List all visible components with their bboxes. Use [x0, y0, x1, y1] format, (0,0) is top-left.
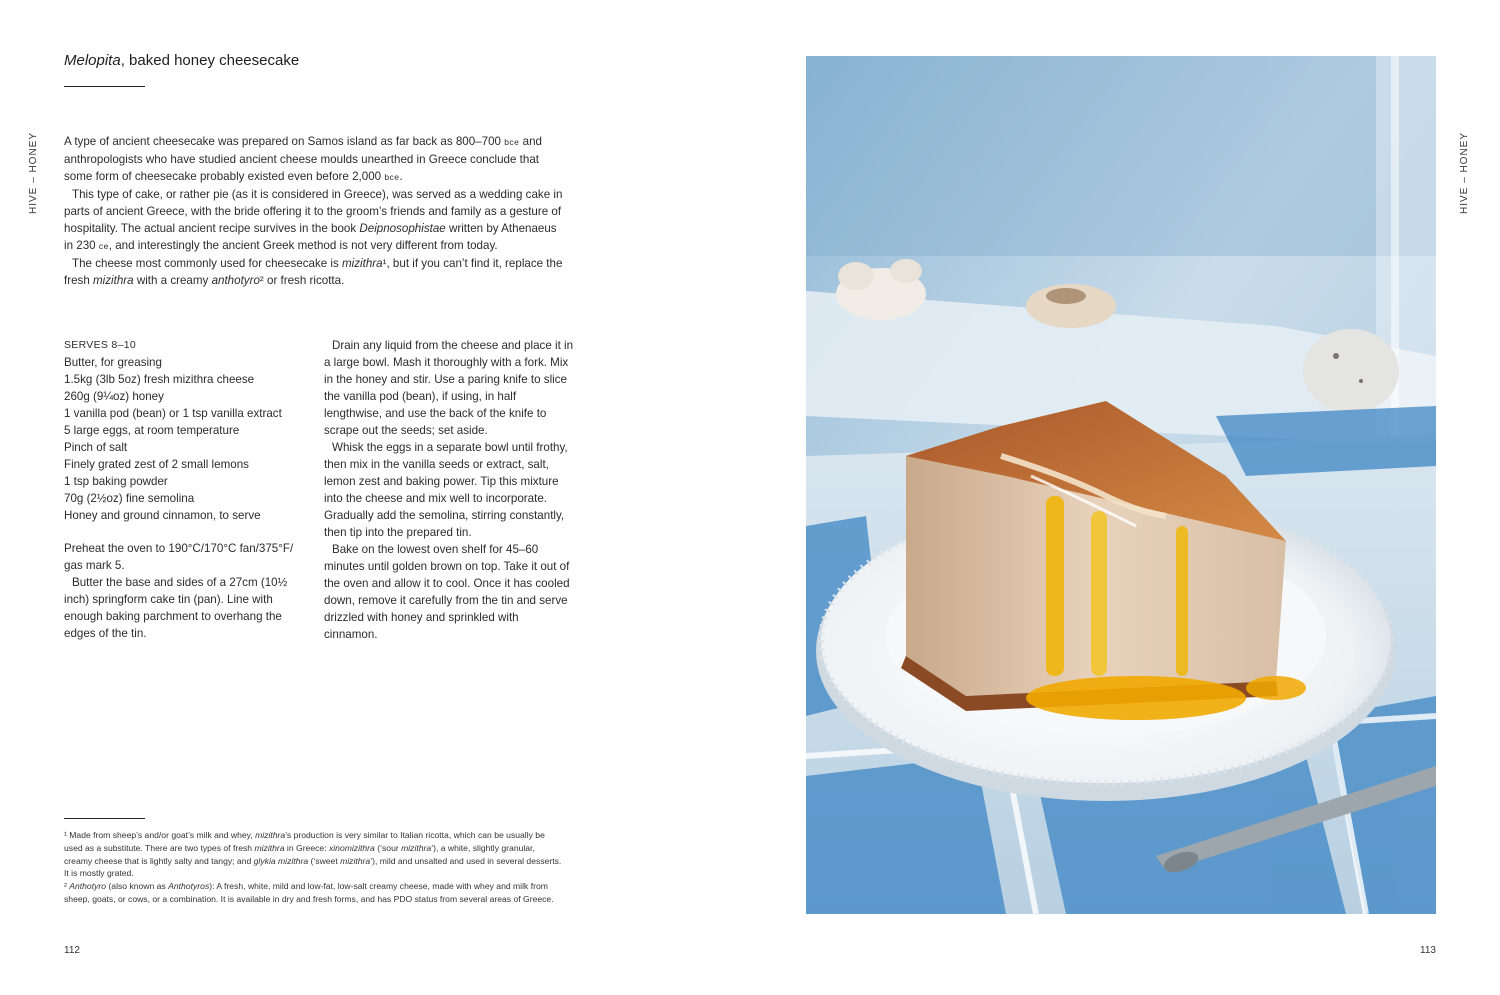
- text-run: (‘sweet: [308, 855, 341, 866]
- recipe-title-rest: , baked honey cheesecake: [120, 52, 300, 69]
- book-title: Deipnosophistae: [359, 222, 446, 235]
- method-step: Whisk the eggs in a separate bowl until frothy, then mix in the vanilla seeds or extract, salt, lemon zest and baking power. Tip this mixture into the cheese and mix well to incorporate. Gradually add the semolina, stirring constantly, then tip into the prepared tin.: [324, 441, 568, 539]
- ingredient-item: 1 vanilla pod (bean) or 1 tsp vanilla extract: [64, 407, 282, 420]
- title-rule: [64, 86, 145, 87]
- text-run: This type of cake, or rather pie (as it is considered in Greece), was served as a wedding cake in parts of ancient Greece, with the bride offering it to the groom’s friends and family as a gesture of hospitality. The actual ancient recipe survives in the book: [64, 188, 563, 235]
- ingredient-item: Butter, for greasing: [64, 356, 162, 369]
- cheese-name: mizithra: [340, 855, 371, 866]
- text-run: ¹ Made from sheep’s and/or goat’s milk and whey,: [64, 830, 256, 840]
- method-column-left: [64, 540, 314, 642]
- cheese-name: mizithra: [342, 257, 383, 270]
- text-run: The cheese most commonly used for cheesecake is: [72, 257, 343, 270]
- cheese-name: mizithra: [255, 830, 286, 840]
- recipe-title-italic: Melopita: [64, 52, 121, 69]
- serves-label: SERVES 8–10: [64, 339, 136, 351]
- ingredient-item: Finely grated zest of 2 small lemons: [64, 458, 249, 471]
- method-step: Preheat the oven to 190°C/170°C fan/375°F/ gas mark 5.: [64, 542, 294, 572]
- method-step: Bake on the lowest oven shelf for 45–60 minutes until golden brown on top. Take it out of the oven and allow it to cool. Once it has cooled down, remove it carefully from the tin and serve drizzled with honey and sprinkled with cinnamon.: [324, 543, 570, 641]
- cheese-name: Anthotyro: [69, 881, 107, 892]
- ingredients-block: [64, 337, 314, 524]
- footnote-1: [64, 829, 564, 880]
- ingredient-item: Honey and ground cinnamon, to serve: [64, 509, 261, 522]
- ingredient-item: 5 large eggs, at room temperature: [64, 424, 240, 437]
- running-head-left: HIVE – HONEY: [28, 131, 39, 214]
- text-run: written by Athenaeus in 230: [64, 222, 557, 252]
- text-run: in Greece:: [284, 842, 329, 853]
- cheese-name: glykia mizithra: [253, 855, 309, 866]
- cheese-name: xinomizithra: [328, 842, 375, 853]
- cheese-name: mizithra: [401, 842, 432, 853]
- running-head-right: HIVE – HONEY: [1459, 131, 1470, 214]
- recipe-title: [64, 52, 299, 69]
- text-run: , and interestingly the ancient Greek method is not very different from today.: [108, 239, 498, 252]
- stone-decoration: [1303, 329, 1399, 413]
- footnote-rule: [64, 818, 145, 819]
- page-number-right: 113: [1420, 945, 1436, 956]
- cheese-name: mizithra: [93, 274, 134, 287]
- text-run: ’s production is very similar to Italian ricotta, which can be usually be used as a substitute. There are two types of fresh: [64, 830, 545, 853]
- text-run: A type of ancient cheesecake was prepared on Samos island as far back as 800–700: [64, 135, 505, 148]
- era-abbrev: bce: [384, 172, 400, 182]
- intro-paragraph-2: [64, 186, 564, 255]
- shell-decoration: [1026, 284, 1116, 328]
- cheesecake-illustration: [806, 56, 1436, 914]
- text-run: ²: [64, 881, 70, 892]
- era-abbrev: ce: [98, 241, 109, 251]
- method-column-right: [324, 337, 574, 643]
- text-run: ): A fresh, white, mild and low-fat, low-salt creamy cheese, made with whey and milk from sheep, goats, or cows, or a combination. It is available in dry and fresh forms, and has PDO status from several areas of Greece.: [64, 881, 554, 904]
- page-number-left: 112: [64, 945, 80, 956]
- footnote-ref: ²: [259, 274, 264, 287]
- text-run: or fresh ricotta.: [263, 274, 345, 287]
- intro-paragraph-3: [64, 255, 564, 289]
- footnotes: [64, 829, 564, 906]
- ingredient-item: 70g (2½oz) fine semolina: [64, 492, 195, 505]
- cheesecake-photo: [806, 56, 1436, 914]
- intro-paragraph-1: [64, 133, 564, 186]
- ingredient-item: 1.5kg (3lb 5oz) fresh mizithra cheese: [64, 373, 255, 386]
- text-run: ’), mild and unsalted and used in several desserts. It is mostly grated.: [64, 855, 562, 879]
- text-run: .: [399, 170, 403, 183]
- coral-decoration: [836, 259, 926, 320]
- method-step: Drain any liquid from the cheese and place it in a large bowl. Mash it thoroughly with a fork. Mix in the honey and stir. Use a paring knife to slice the vanilla pod (bean), if using, in half lengthwise, and use the back of the knife to scrape out the seeds; set aside.: [324, 339, 574, 437]
- text-run: with a creamy: [133, 274, 212, 287]
- footnote-2: [64, 880, 564, 906]
- ingredient-item: Pinch of salt: [64, 441, 128, 454]
- ingredient-item: 1 tsp baking powder: [64, 475, 168, 488]
- text-run: ’), a white, slightly granular, creamy cheese that is lightly salty and tangy; and: [64, 842, 535, 866]
- cheese-name: Anthotyros: [168, 881, 210, 892]
- text-run: (‘sour: [374, 842, 402, 853]
- era-abbrev: bce: [504, 137, 520, 147]
- text-run: , but if you can’t find it, replace the fresh: [64, 257, 563, 287]
- text-run: (also known as: [106, 881, 169, 892]
- method-step: Butter the base and sides of a 27cm (10½ inch) springform cake tin (pan). Line with enough baking parchment to overhang the edges of the tin.: [64, 576, 288, 640]
- cheese-name: mizithra: [254, 842, 285, 853]
- text-run: and anthropologists who have studied ancient cheese moulds unearthed in Greece conclude that some form of cheesecake probably existed even before 2,000: [64, 135, 542, 183]
- intro-text: [64, 133, 564, 289]
- ingredient-list: [64, 354, 314, 524]
- ingredient-item: 260g (9¼oz) honey: [64, 390, 164, 403]
- cheese-name: anthotyro: [211, 274, 260, 287]
- footnote-ref: ¹: [382, 257, 387, 270]
